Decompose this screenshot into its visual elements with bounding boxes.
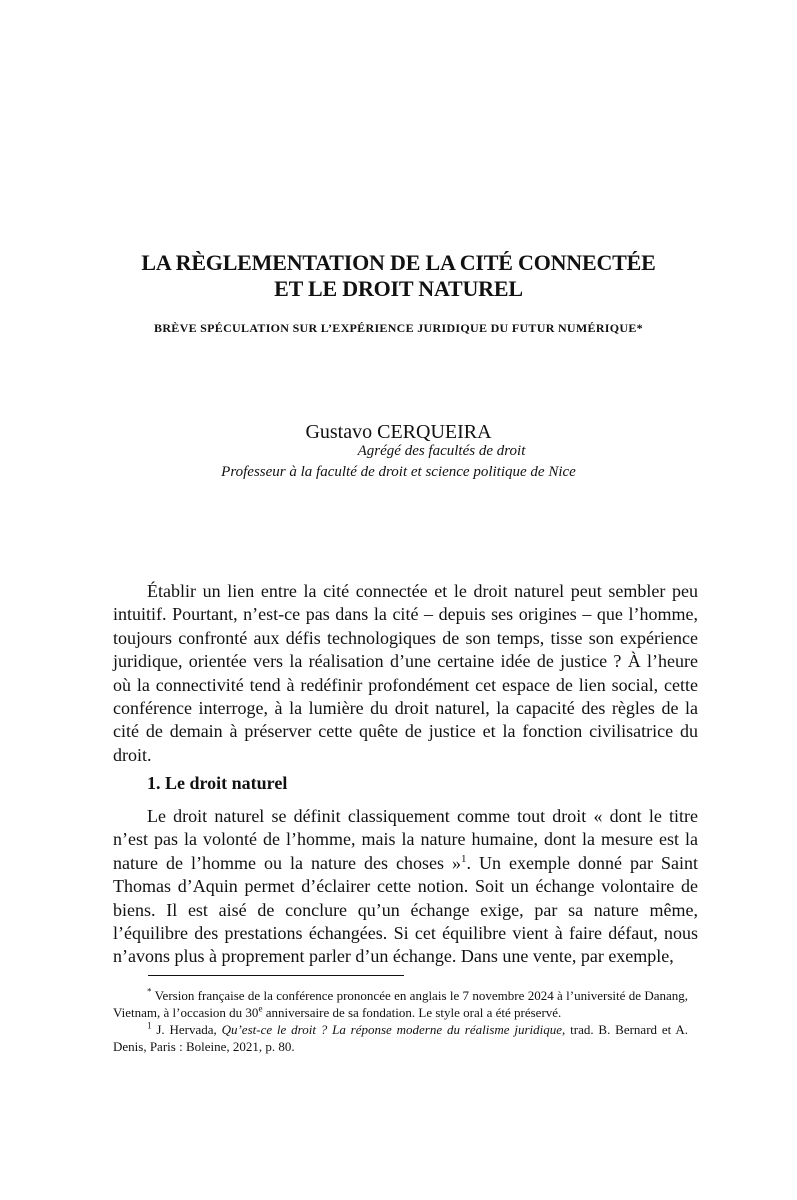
- section-heading: 1. Le droit naturel: [147, 773, 288, 793]
- footnote-2-author: J. Hervada,: [151, 1022, 222, 1037]
- footnote-1-text-part-2: anniversaire de sa fondation. Le style oral a été préservé.: [262, 1005, 562, 1020]
- intro-paragraph: Établir un lien entre la cité connectée et le droit naturel peut sembler peu intuitif. Pourtant, n’est-ce pas dans la cité – depuis ses origines – que l’homme, toujours confronté aux défis technologiques de son temps, tisse son expérience juridique, orientée vers la réalisation d’une certaine idée de justice ? À l’heure où la connectivité tend à redéfinir profondément cet espace de lien social, cette conférence interroge, à la lumière du droit naturel, la capacité des règles de la cité de demain à préserver cette quête de justice et la fonction civilisatrice du droit.: [113, 581, 698, 765]
- footnote-2-mark: 1: [147, 1020, 152, 1031]
- title-line-1: LA RÈGLEMENTATION DE LA CITÉ CONNECTÉE: [141, 250, 656, 275]
- section-paragraph: [113, 805, 698, 969]
- subtitle: BRÈVE SPÉCULATION SUR L’EXPÉRIENCE JURIDIQUE DU FUTUR NUMÉRIQUE*: [154, 321, 643, 335]
- title-line-2: ET LE DROIT NATUREL: [274, 276, 523, 301]
- footnote-separator: [148, 975, 404, 976]
- section-text-part-1: Le droit naturel se définit classiquement comme tout droit « dont le titre n’est pas la volonté de l’homme, mais la nature humaine, dont la mesure est la nature de l’homme ou la nature des choses »: [113, 806, 698, 873]
- author-name: Gustavo CERQUEIRA: [305, 421, 492, 443]
- footnote-1: [113, 987, 688, 1021]
- section-text-part-2: . Un exemple donné par Saint Thomas d’Aquin permet d’éclairer cette notion. Soit un échange volontaire de biens. Il est aisé de conclure qu’un échange exige, par sa nature même, l’équilibre des prestations échangées. Si cet équilibre vient à faire défaut, nous n’avons plus à proprement parler d’un échange. Dans une vente, par exemple,: [113, 852, 698, 967]
- footnote-2-title: Qu’est-ce le droit ? La réponse moderne du réalisme juridique: [221, 1022, 563, 1037]
- footnote-1-superscript: e: [258, 1003, 263, 1014]
- footnote-2: [113, 1021, 688, 1055]
- footnote-2-rest: , trad. B. Bernard et A. Denis, Paris : Boleine, 2021, p. 80.: [113, 1022, 688, 1054]
- author-affiliation-1: Agrégé des facultés de droit: [357, 443, 526, 459]
- footnote-reference[interactable]: 1: [460, 852, 467, 865]
- author-affiliation-2: Professeur à la faculté de droit et science politique de Nice: [221, 464, 576, 480]
- footnote-1-mark: *: [147, 986, 152, 997]
- footnote-1-text-part-1: Version française de la conférence prononcée en anglais le 7 novembre 2024 à l’université de Danang, Vietnam, à l’occasion du 30: [113, 988, 688, 1020]
